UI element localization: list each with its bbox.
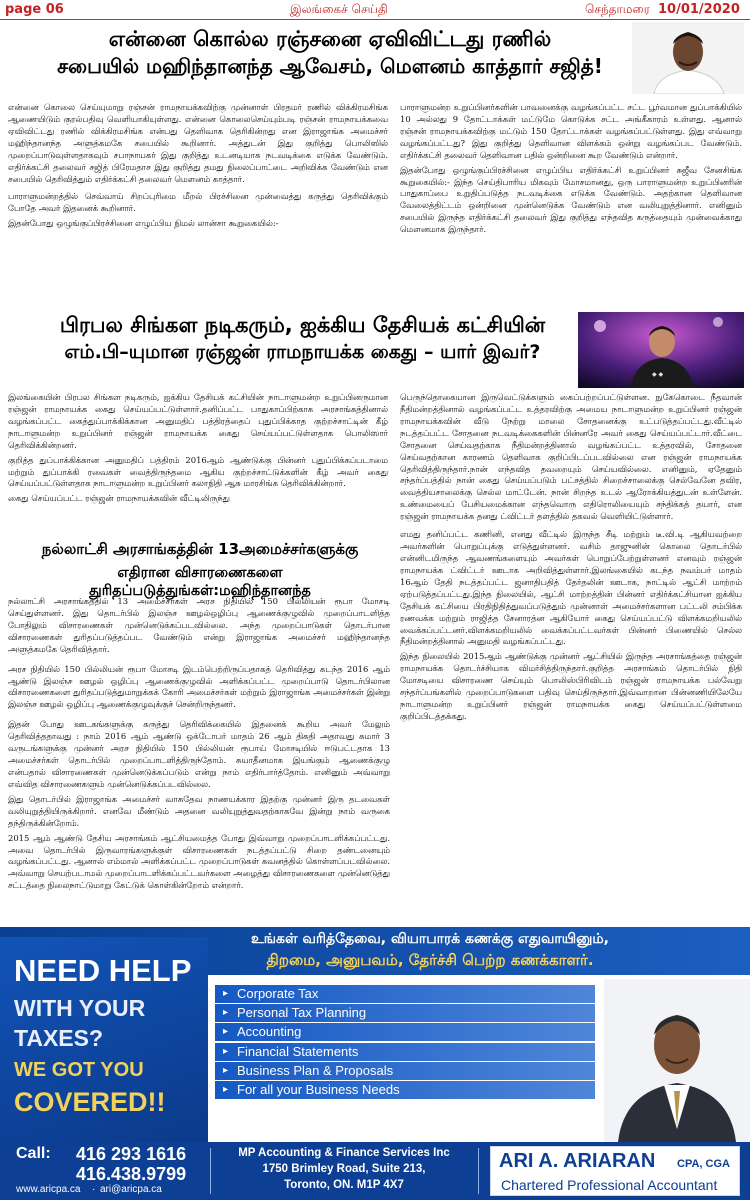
article1-photo <box>632 22 744 94</box>
arrow-bullet-icon: ▸ <box>223 988 229 999</box>
article3-para-2: அரச நிதியில் 150 பில்லியன் ரூபா மோசடி இடம்பெற்றிருப்பதாகத் தெரிவித்து கடந்த 2016 ஆம் ஆண்டு இலஞ்ச ஊழல் ஒழிப்பு ஆணைக்குழுவில் அளிக்கப்பட்ட முறைப்பாடு தொடர்பிலான விசாரணைகளை துரிதப்படுத்துமாறுக்கக் கோரி அமைச்சர்கள் மற்றும் இராஜாங்க அமைச்சர்கள் இன்று இலஞ்ச ஊழல் ஒழிப்பு ஆணைக்குழுவுக்குச் சென்றிருந்தனர். <box>8 663 390 710</box>
article2-para-5: எமது தனிப்பட்ட கணினி, எனது வீட்டில் இருந்த சீடி மற்றும் டீ.வி.டி ஆகியவற்றை அவர்களின் பொறுப்புக்கு எடுத்துள்ளனர். வசிம் தாஜுனின் கொலை தொடர்பில் என்னிடமிருந்த ஆவணங்களையும் அவர்கள் பொறுப்பேற்றுள்ளனர் எனவும் ரஞ்ஜன் ராமநாயக்க ட்விட்டர் ஊடாக அறிவித்துள்ளார்.இலங்கையில் கடந்த நவம்பர் மாதம் 16ஆம் தேதி நடத்தப்பட்ட ஜனாதிபதித் தேர்தலின் ஊடாக, நாட்டில் ஆட்சி மாற்றம் ஏற்படுத்தப்பட்டது.இந்த நிலையில், ஆட்சி மாற்றத்தின் பின்னர் எதிர்க்கட்சியான ஐக்கிய தேசியக் கட்சியை பிரதிநிதித்துவப்படுத்தும் முன்னாள் அமைச்சர்களான பட்டலி சம்பிக்க ரணவக்க மற்றும் ராஜித்த சேனாரத்ன ஆகியோர் கைது செய்யப்பட்டு விளக்கமறியலில் வைக்கப்பட்டனர்.விளக்கமறியலில் வைக்கப்பட்டவர்கள் பின்னர் பிணையில் செல்ல நீதிமன்றத்தினால் அனுமதி வழங்கப்பட்டது. <box>400 529 742 647</box>
accountant-portrait-illustration <box>604 979 750 1142</box>
article3-headline-line2: எதிரான விசாரணைகளை துரிதப்படுத்துங்கள்:மஹிந்தானந்த <box>89 564 311 599</box>
ad-service-item <box>215 985 595 1003</box>
arrow-bullet-icon: ▸ <box>223 1064 229 1076</box>
accounting-advertisement <box>0 927 750 1200</box>
ad-address-1: 1750 Brimley Road, Suite 213, <box>262 1163 426 1175</box>
article2-headline <box>25 312 580 365</box>
ad-service-item <box>215 1081 595 1099</box>
article3-para-3: இதன் போது ஊடகங்களுக்கு கருத்து தெரிவிக்கையில் இதனைக் கூறிய அவர் மேலும் தெரிவித்ததாவது : நாம் 2016 ஆம் ஆண்டு ஒக்டோபர் மாதம் 26 ஆம் திகதி அதாவது சுமார் 3 வருடங்களுக்கு முன்னர் அரச நிதியில் 150 பில்லியன் ரூபாய் மோசடியில் ஈடுபட்டதாக 13 அமைச்சர்கள் தொடர்பில் முறைப்பாடளித்திருந்தோம். சுயாதீனமாக இயங்கும் ஆணைக்குழு என்பதால் விசாரணைகள் முன்னெடுக்கப்படும் என்று நாம் எதிர்பார்த்தோம். எனினும் அவ்வாறு எவ்வித விசாரணைகளும் முன்னெடுக்கப்படவில்லை. <box>8 719 390 789</box>
article3-headline-line1: நல்லாட்சி அரசாங்கத்தின் 13அமைச்சர்களுக்கு <box>41 540 359 558</box>
ad-we-got-you: WE GOT YOU <box>14 1059 144 1081</box>
article1-right-column <box>400 102 742 307</box>
ad-designation: CPA, CGA <box>677 1158 730 1170</box>
article2-para-3: கைது செய்யப்பட்ட ரஞ்ஜன் ராமநாயக்கவின் வீட்டிலிருந்து <box>8 493 230 504</box>
ad-covered: COVERED!! <box>14 1087 166 1117</box>
ad-service-item <box>215 1004 595 1022</box>
article2-photo <box>578 312 744 388</box>
article2-para-2: குறித்த துப்பாக்கிக்கான அனுமதிப் பத்திரம் 2016ஆம் ஆண்டுக்கு பின்னர் புதுப்பிக்கப்படாமை மற்றும் துப்பாக்கி ரவைகள் வைத்திருந்தமை ஆகிய குற்றச்சாட்டுக்களின் கீழ் அவர் கைது செய்யப்பட்டுள்ளதாக நாடாளுமன்ற உறுப்பினர் கலாநிதி ஆசு மாரசிங்க தெரிவிக்கின்றார். <box>8 454 388 489</box>
article1-para-3: இதன்போது ஒழுங்குப்பிரச்சினை எழுப்பிய நிமல் லான்சா கூறுகையில்:- <box>8 218 279 229</box>
section-name: இலங்கைச் செய்தி <box>290 2 388 16</box>
ad-service-item <box>215 1023 595 1041</box>
article3-headline <box>10 540 390 600</box>
arrow-bullet-icon: ▸ <box>223 1083 229 1095</box>
article1-para-5: இதன்போது ஒழுங்குப்பிரச்சினை எழுப்பிய எதிர்க்கட்சி உறுப்பினர் சுஜீவ சேனசிங்க கூறுகையில்:- இந்த செய்திபாரிய மிகவும் மோசமானது, ஒரு பாராளுமன்ற உறுப்பினரின் பாதுகாப்பை உறுதிப்படுத்த நடவடிக்கை எடுக்க வேண்டும். அதற்கான தெளிவான வேலைத்திட்டம் ஒன்றினை முன்னெடுக்க வேண்டும் என வலியுறுத்தினார். எனினும் சபையில் இருந்த எதிர்க்கட்சி தலைவர் இது குறித்து எந்தவித கருத்தையும் முன்வைக்காது மௌனமாக இருந்தார். <box>400 164 742 235</box>
ad-name-box <box>490 1146 740 1196</box>
ad-tamil-line2: திறமை, அனுபவம், தேர்ச்சி பெற்ற கணக்காளர். <box>266 951 594 969</box>
article1-para-4: பாராளுமன்ற உறுப்பினர்களின் பாவனைக்கு வழங்கப்பட்ட சட்ட பூர்வமான துப்பாக்கியில் 10 அல்லது 9 தோட்டாக்கள் மட்டுமே கொடுக்க சட்ட அங்கீகாரம் உள்ளது. ஆனால் ரஞ்சன் ராமநாயக்கவிற்கு மட்டும் 150 தோட்டாக்கள் வழங்கப்பட்டுள்ளது. இது எவ்வாறு வழங்கப்பட்டது? இது குறித்து தெளிவான விளக்கம் ஒன்று வழங்கப்பட வேண்டும். எதிர்க்கட்சி தலைவர் தெளிவான பதில் ஒன்றினை கூற வேண்டும் என்றார். <box>400 102 742 160</box>
ad-need-help: NEED HELP <box>14 953 192 988</box>
article2-para-4: பெருந்தொகையான இருவெட்டுக்களும் கைப்பற்றப்பட்டுள்ளன. நுகேகொடை நீதவான் நீதிமன்றத்தினால் வழங்கப்பட்ட உத்தரவிற்கு அமைய நாடாளுமன்ற உறுப்பினர் ரஞ்ஜன் ராமநாயக்கவின் வீடு நேற்று மாலை சோதனைக்கு உட்படுத்தப்பட்டது.வீட்டில் நடத்தப்பட்ட சோதனை நடவடிக்கைகளின் பின்னரே அவர் கைது செய்யப்பட்டார்.வீட்டை சோதனை செய்வதற்காக நீதிமன்றத்தினால் வழங்கப்பட்ட உத்தரவில், சோதனை செய்வதற்கான காரணம் தெளிவாக குறிப்பிடப்படவில்லை என ரஞ்ஜன் ராமநாயக்க தெரிவித்திருந்தார்.நான் எந்தவித தவறையும் செய்யவில்லை. எனினும், ஏதேனும் சந்தர்ப்பத்தில் நான் கைது செய்யப்படும் பட்சத்தில் சிறைச்சாலைக்கு செல்வேனே தவிர, வைத்தியசாலைக்கு செல்ல மாட்டேன். நான் சிறந்த உடல் ஆரோக்கியத்துடன் உள்ளேன். உண்மையைப் பேசியமைக்கான எந்தவொரு எதிரொலியையும் சந்திக்கத் தயார், என ரஞ்ஜன் ராமநாயக்க தனது ட்விட்டர் தளத்தில் தகவல் வெளியிட்டுள்ளார். <box>400 392 742 522</box>
ad-email: ari@aricpa.ca <box>100 1184 162 1195</box>
ad-website: www.aricpa.ca <box>16 1184 81 1195</box>
ad-contact-band <box>0 1142 750 1200</box>
ad-services-list <box>215 985 595 1100</box>
ad-taxes: TAXES? <box>14 1025 104 1051</box>
article2-headline-line2: எம்.பி–யுமான ரஞ்ஜன் ராமநாயக்க கைது – யார் இவர்? <box>64 341 541 364</box>
ad-service-label: Business Plan & Proposals <box>237 1062 394 1078</box>
ad-service-label: For all your Business Needs <box>237 1081 400 1097</box>
ad-title: Chartered Professional Accountant <box>501 1177 718 1193</box>
ad-phone-1: 416 293 1616 <box>76 1144 187 1164</box>
article3-para-1: நல்லாட்சி அரசாங்கத்தில் 13 அமைச்சர்கள் அரச நிதியில் 150 பில்லியன் ரூபா மோசடி செய்துள்ளனர். இது தொடர்பில் இலஞ்ச ஊழல்ஒழிப்பு ஆணைக்குழுவில் முறைப்பாடளித்த போதிலும் விசாரணைகள் முன்னெடுக்கப்படவில்லை. அந்த முறைப்பாடுகள் தொடர்பான விசாரணைகள் துரிதப்படுத்தப்பட வேண்டும் என்று இராஜாங்க அமைச்சர் மஹிந்தானந்த அளுத்கமகே தெரிவித்தார். <box>8 596 390 654</box>
article2-headline-line1: பிரபல சிங்கள நடிகரும், ஐக்கிய தேசியக் கட்சியின் <box>59 313 546 337</box>
arrow-bullet-icon: ▸ <box>223 1045 229 1057</box>
actor-photo-illustration <box>578 312 744 388</box>
article3-para-4: இது தொடர்பில் இராஜாங்க அமைச்சர் வாசுதேவ நாணயக்கார இதற்கு முன்னர் இரு தடவைகள் வலியுறுத்தியிருக்கிறார். எனவே மீண்டும் அதனை வலியுறுத்துவதற்காகவே இன்று நாம் வருகை தந்திருக்கின்றோம். <box>8 793 390 828</box>
ad-with-your: WITH YOUR <box>14 995 146 1021</box>
ad-separator: · <box>92 1184 96 1195</box>
ad-name: ARI A. ARIARAN <box>499 1150 656 1172</box>
accountant-photo <box>604 979 750 1142</box>
article1-headline-line2: சபையில் மஹிந்தானந்த ஆவேசம், மௌனம் காத்தார் சஜித்! <box>57 54 603 79</box>
ad-divider <box>210 1148 211 1194</box>
ad-service-item <box>215 1062 595 1080</box>
article3-para-5: 2015 ஆம் ஆண்டு தேசிய அரசாங்கம் ஆட்சியமைத்த போது இவ்வாறு முறைப்பாடளிக்கப்பட்டது. அவை தொடர்பில் இருவாரங்களுக்குள் விசாரணைகள் நடத்தப்பட்டு சிறை தண்டனையும் வழங்கப்பட்டது. ஆனால் எம்மால் அளிக்கப்பட்ட முறைப்பாடுகள் கவனத்தில் கொள்ளப்படவில்லை. அவ்வாறு செயற்படாமல் முறைப்பாடளிக்கப்பட்டவர்களை அழைத்து விசாரணைகளை முன்னெடுத்து சட்டத்தை நிலைநாட்டுமாறு கேட்டுக் கொள்கின்றோம் என்றார். <box>8 832 390 891</box>
article1-para-2: பாராளுமன்றத்தில் செவ்வாய் சிறப்புரிமை மீறல் பிரச்சினை முன்வைத்து கருத்து தெரிவிக்கும் போதே அவர் இதனைக் கூறினார். <box>8 191 388 214</box>
article2-right-column <box>400 392 742 924</box>
ad-service-item <box>215 1043 595 1061</box>
issue-date: 10/01/2020 <box>658 2 740 17</box>
newspaper-name: செந்தாமரை <box>585 2 650 16</box>
article1-headline <box>30 26 630 79</box>
ad-call-label: Call: <box>16 1145 51 1162</box>
ad-company: MP Accounting & Finance Services Inc <box>238 1147 450 1159</box>
ad-headline-panel <box>0 937 208 1142</box>
arrow-bullet-icon: ▸ <box>223 1026 229 1038</box>
article2-left-column <box>8 392 388 534</box>
ad-service-label: Corporate Tax <box>237 986 319 1001</box>
ad-tamil-line1: உங்கள் வரித்தேவை, வியாபாரக் கணக்கு எதுவாயினும், <box>251 931 609 947</box>
ad-service-label: Financial Statements <box>237 1043 359 1059</box>
ad-address-2: Toronto, ON. M1P 4X7 <box>284 1179 404 1191</box>
article3-body <box>8 596 390 924</box>
svg-text:◆ ◆: ◆ ◆ <box>652 371 664 378</box>
article2-para-1: இலங்கையின் பிரபல சிங்கள நடிகரும், ஐக்கிய தேசியக் கட்சியின் நாடாளுமன்ற உறுப்பினருமான ரஞ்ஜன் ராமநாயக்க கைது செய்யப்பட்டுள்ளார்.தனிப்பட்ட பாதுகாப்பிற்காக அரசாங்கத்தினால் வழங்கப்பட்ட கைத்துப்பாக்கிக்கான அனுமதிப் பத்திரத்தைப் புதுப்பிக்காத குற்றச்சாட்டின் கீழ் நாடாளுமன்ற உறுப்பினர் ரஞ்ஜன் ராமநாயக்க கைது செய்யப்பட்டுள்ளதாக பொலிஸார் தெரிவிக்கின்றனர். <box>8 392 388 450</box>
ad-service-label: Personal Tax Planning <box>237 1005 367 1021</box>
article1-headline-line1: என்னை கொல்ல ரஞ்சனை ஏவிவிட்டது ரணில் <box>108 27 552 51</box>
article2-para-6: இந்த நிலையில் 2015ஆம் ஆண்டுக்கு முன்னர் ஆட்சியில் இருந்த அரசாங்கத்தை ரஞ்ஜன் ராமநாயக்க தொடர்ச்சியாக விமர்சித்திருந்தார்.குறித்த அரசாங்கம் தொடர்பில் நிதி மோசடியை விசாரணை செய்யும் பொலிஸ்பிரிவிடம் ரஞ்ஜன் ராமநாயக்க பல்வேறு சந்தர்ப்பங்களில் முறைப்பாடுகளை பதிவு செய்திருந்தார்.இவ்வாறான பின்னணியிலேயே நாடாளுமன்ற உறுப்பினர் ரஞ்ஜன் ராமநாயக்க கைது செய்யப்பட்டுள்ளமை குறிப்பிடத்தக்கது. <box>400 651 742 721</box>
ad-phone-2: 416.438.9799 <box>76 1164 187 1184</box>
politician-photo-illustration <box>632 22 744 94</box>
article1-left-column <box>8 102 388 307</box>
ad-service-label: Accounting <box>237 1024 302 1040</box>
ad-divider <box>478 1148 479 1194</box>
page-header <box>0 0 750 20</box>
arrow-bullet-icon: ▸ <box>223 1007 229 1019</box>
article1-para-1: என்னை கொலை செய்யுமாறு ரஞ்சன் ராமநாயக்கவிற்கு முன்னாள் பிரதமர் ரணில் விக்கிரமசிங்க ஆணையிடும் குரல்பதிவு வெளியாகியுள்ளது. என்னை கொலைசெய்யும்படி ரஞ்சன் ராமநாயக்கவை ஏவிவிட்டது ரணில் விக்கிரமசிங்க என்பது தெளிவாக தெரிகின்றது என இராஜாங்க அமைச்சர் மஹிந்தானந்த அளுத்கமகே சபையில் கூறினார். அத்துடன் இது குறித்து பொலிஸில் முறைப்பாடுவுள்ளதாகவும் சபாநாயகர் இது குறித்து உடனடியாக நடவடிக்கை எடுக்க வேண்டும். எதிர்க்கட்சி தலைவர் சஜித் பிரேமதாச இது குறித்து தமது நிலைப்பாட்டை அறிவிக்க வேண்டும் என சபையில் தெரிவித்தும் எதிர்க்கட்சி தலைவர் மௌனம் காத்தார். <box>8 102 388 184</box>
page-number: page 06 <box>5 2 64 17</box>
